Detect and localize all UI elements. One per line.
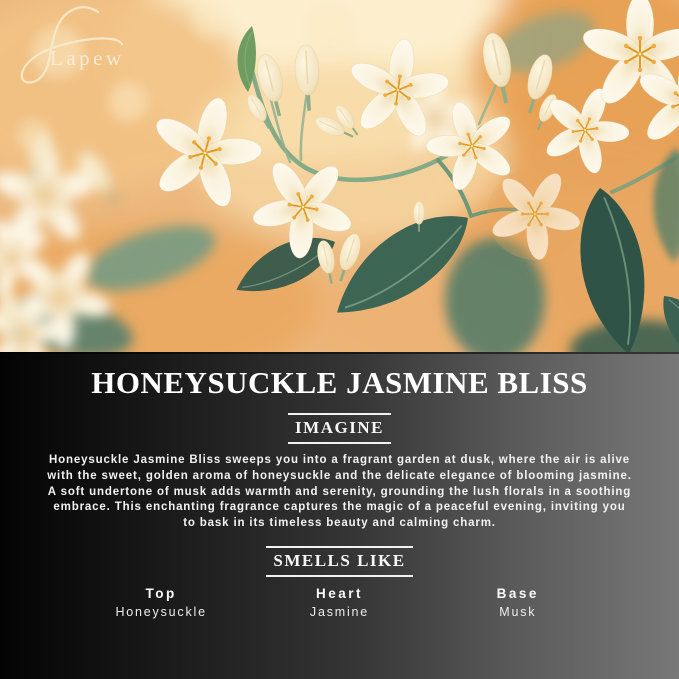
note-top (72, 586, 250, 619)
smells-like-section (0, 546, 679, 577)
brand-logo-text: Lapew (50, 46, 125, 70)
note-heart (250, 586, 428, 619)
product-panel (0, 352, 679, 679)
note-top-label: Top (145, 585, 177, 601)
note-top-value: Honeysuckle (115, 604, 207, 619)
imagine-body: Honeysuckle Jasmine Bliss sweeps you into a fragrant garden at dusk, where the air is alive with the sweet, golden aroma of honeysuckle and the delicate elegance of blooming jasmine. A soft undertone of musk adds warmth and serenity, grounding the lush florals in a soothing embrace. This enchanting fragrance captures the magic of a peaceful evening, inviting you to bask in its timeless beauty and calming charm. (47, 454, 632, 530)
note-base-label: Base (496, 585, 539, 601)
note-base (429, 586, 607, 619)
note-heart-label: Heart (315, 585, 363, 601)
imagine-section (0, 413, 679, 444)
imagine-heading: IMAGINE (288, 413, 391, 444)
product-title: HONEYSUCKLE JASMINE BLISS (91, 365, 588, 400)
note-base-value: Musk (499, 604, 537, 619)
fragrance-notes-row (0, 586, 679, 619)
smells-like-heading: SMELLS LIKE (266, 546, 412, 577)
note-heart-value: Jasmine (309, 604, 370, 619)
